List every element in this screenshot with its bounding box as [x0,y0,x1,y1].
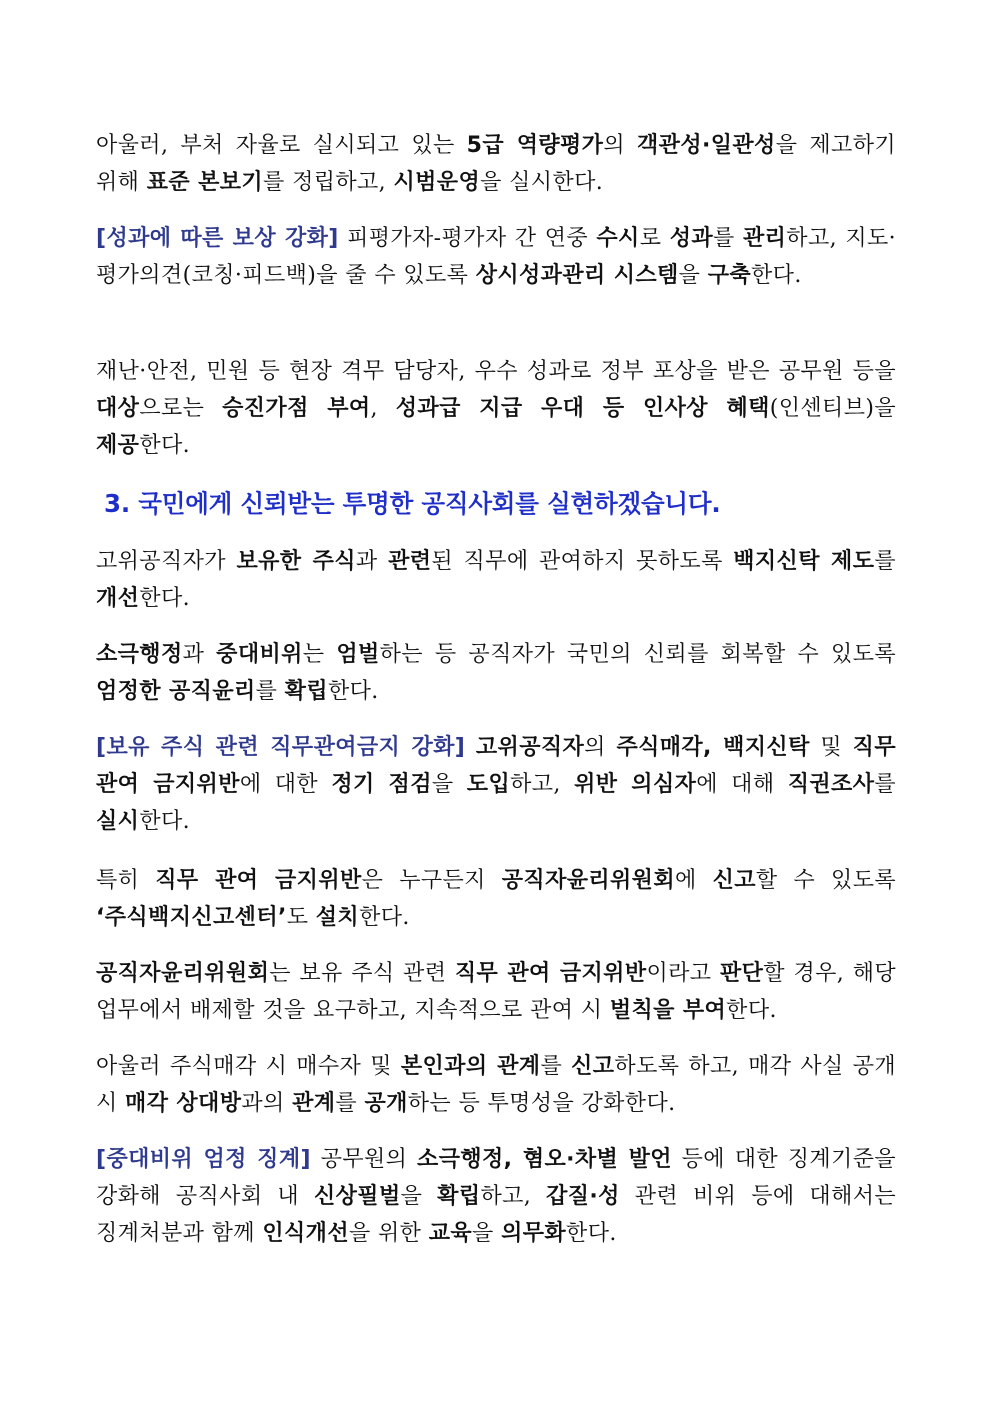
emphasis-text: 공개 [364,1091,408,1116]
body-text: 는 [302,642,337,667]
emphasis-text: 개선 [96,586,140,611]
body-text: 에 [674,868,713,893]
emphasis-text: 상시성과관리 시스템 [475,263,679,288]
emphasis-text: 표준 본보기 [146,170,264,195]
paragraph-blind-trust [96,543,896,617]
body-text: 이라고 [646,961,720,986]
body-text: 를 [874,549,896,574]
body-text: 할 수 있도록 [755,868,897,893]
body-text: 를 [540,1054,572,1079]
body-text: 하고, 지도·평가의견(코칭·피드백)을 줄 수 있도록 [96,226,897,288]
emphasis-text: 소극행정 [96,642,183,667]
body-text: 을 제고하기 위해 [96,133,896,195]
emphasis-text: ‘주식백지신고센터’ [96,905,287,930]
body-text: 피평가자-평가자 간 연중 [338,226,597,251]
body-text: 을 [678,263,708,288]
emphasis-text: 직무 관여 금지위반 [155,868,362,893]
body-text: 으로는 [139,396,223,421]
body-text: 과 [355,549,389,574]
body-text: 공무원의 [310,1147,418,1172]
body-text: 는 보유 주식 관련 [269,961,455,986]
emphasis-text: 대상 [96,396,140,421]
body-text: 하는 등 공직자가 국민의 신뢰를 회복할 수 있도록 [379,642,897,667]
emphasis-text: 확립 [284,679,328,704]
emphasis-text: 객관성·일관성 [637,133,776,158]
body-text: 하도록 하고, 매각 사실 공개 시 [96,1054,897,1116]
emphasis-text: 직무 관여 금지위반 [96,735,896,797]
emphasis-text: 구축 [707,263,752,288]
body-text: 를 [335,1091,365,1116]
body-text: 하고, [480,1184,547,1209]
body-text: 를 [713,226,743,251]
emphasis-text: 5급 역량평가 [466,133,604,158]
topic-label: [보유 주식 관련 직무관여금지 강화] [96,735,466,760]
body-text: (인센티브)을 [769,396,896,421]
emphasis-text: 관계 [292,1091,336,1116]
body-text: 등에 대한 징계기준을 강화해 공직사회 내 [96,1147,896,1209]
emphasis-text: 확립 [437,1184,481,1209]
paragraph-performance-reward [96,220,896,294]
body-text: 을 위한 [348,1221,429,1246]
body-text: 을 실시한다. [480,170,604,195]
emphasis-text: 설치 [315,905,360,930]
emphasis-text: 벌칙을 부여 [609,998,727,1023]
emphasis-text: 소극행정, 혐오·차별 발언 [417,1147,672,1172]
emphasis-text: 본인과의 관계 [400,1054,541,1079]
body-text: 의 [584,735,617,760]
body-text: 한다. [327,679,379,704]
paragraph-ethics-committee [96,955,896,1029]
emphasis-text: 중대비위 [216,642,303,667]
body-text: 에 대해 [696,772,788,797]
body-text: 고위공직자가 [96,549,237,574]
emphasis-text: 성과 [669,226,713,251]
paragraph-field-incentives [96,353,896,464]
body-text: 은 누구든지 [361,868,502,893]
emphasis-text: 도입 [466,772,511,797]
body-text: 과 [182,642,217,667]
emphasis-text: 매각 상대방 [125,1091,242,1116]
body-text: 과의 [241,1091,293,1116]
paragraph-disciplinary-action [96,1141,896,1252]
body-text [465,735,476,760]
body-text: 에 대한 [239,772,332,797]
body-text: 를 정립하고, [263,170,394,195]
emphasis-text: 직무 관여 금지위반 [454,961,647,986]
body-text: 한다. [139,433,191,458]
emphasis-text: 실시 [96,809,140,834]
emphasis-text: 주식매각, 백지신탁 [616,735,810,760]
body-text: 특히 [96,868,156,893]
emphasis-text: 직권조사 [787,772,875,797]
emphasis-text: 수시 [596,226,640,251]
topic-label: [성과에 따른 보상 강화] [96,226,339,251]
body-text: 관련 비위 등에 대해서는 징계처분과 함께 [96,1184,897,1246]
emphasis-text: 공직자윤리위원회 [501,868,675,893]
body-text: 할 경우, 해당 업무에서 배제할 것을 요구하고, 지속적으로 관여 시 [96,961,896,1023]
emphasis-text: 판단 [719,961,764,986]
body-text: 하고, [510,772,575,797]
emphasis-text: 관리 [742,226,787,251]
body-text: 및 [809,735,853,760]
paragraph-report-center [96,862,896,936]
section-heading: 3. 국민에게 신뢰받는 투명한 공직사회를 실현하겠습니다. [104,489,721,518]
emphasis-text: 교육 [428,1221,473,1246]
body-text: 를 [874,772,897,797]
emphasis-text: 시범운영 [393,170,481,195]
emphasis-text: 고위공직자 [475,735,585,760]
body-text: 하는 등 투명성을 강화한다. [407,1091,676,1116]
emphasis-text: 엄정한 공직윤리 [96,679,256,704]
body-text: 한다. [139,586,191,611]
emphasis-text: 보유한 주식 [236,549,356,574]
paragraph-public-ethics [96,636,896,710]
body-text: 재난·안전, 민원 등 현장 격무 담당자, 우수 성과로 정부 포상을 받은 공무원 등을 [96,359,896,384]
emphasis-text: 공직자윤리위원회 [96,961,270,986]
emphasis-text: 성과급 지급 우대 등 인사상 혜택 [395,396,770,421]
emphasis-text: 관련 [388,549,432,574]
emphasis-text: 인식개선 [262,1221,349,1246]
body-text: 을 [431,772,467,797]
body-text: 의 [603,133,638,158]
emphasis-text: 신고 [712,868,756,893]
emphasis-text: 백지신탁 제도 [733,549,875,574]
emphasis-text: 갑질·성 [546,1184,620,1209]
body-text: , [370,396,396,421]
emphasis-text: 승진가점 부여 [222,396,371,421]
body-text: 아울러 주식매각 시 매수자 및 [96,1054,401,1079]
body-text: 한다. [359,905,410,930]
emphasis-text: 의무화 [501,1221,567,1246]
body-text: 를 [255,679,285,704]
emphasis-text: 위반 의심자 [574,772,697,797]
body-text: 한다. [751,263,802,288]
topic-label: [중대비위 엄정 징계] [96,1147,311,1172]
body-text: 도 [286,905,316,930]
emphasis-text: 신고 [571,1054,615,1079]
paragraph-competency-evaluation [96,127,896,201]
body-text: 로 [639,226,670,251]
body-text: 아울러, 부처 자율로 실시되고 있는 [96,133,467,158]
emphasis-text: 제공 [96,433,140,458]
emphasis-text: 엄벌 [336,642,380,667]
paragraph-sale-disclosure [96,1048,896,1122]
body-text: 을 [472,1221,502,1246]
body-text: 한다. [566,1221,617,1246]
paragraph-stock-involvement [96,729,896,840]
body-text: 된 직무에 관여하지 못하도록 [431,549,734,574]
emphasis-text: 정기 점검 [331,772,432,797]
body-text: 을 [400,1184,438,1209]
body-text: 한다. [139,809,191,834]
body-text: 한다. [726,998,777,1023]
emphasis-text: 신상필벌 [313,1184,401,1209]
